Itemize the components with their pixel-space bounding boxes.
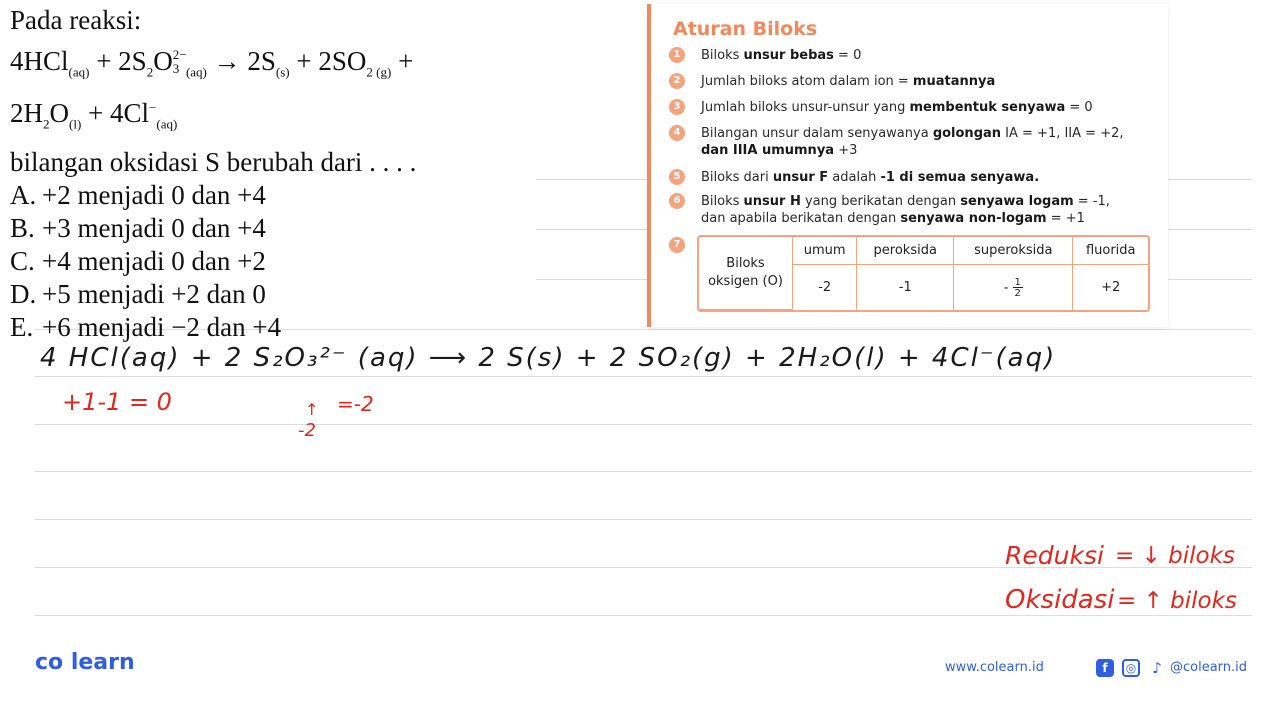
biloks-rules-panel: [647, 4, 1168, 327]
table-cell-fluorida: +2: [1101, 280, 1121, 295]
rule-number-badge: 4: [669, 125, 685, 141]
handwritten-oksidasi: Oksidasi: [1005, 585, 1115, 615]
rule-text: Jumlah biloks atom dalam ion = muatannya: [701, 74, 996, 89]
table-header-umum: umum: [793, 237, 857, 265]
option-b[interactable]: B. +3 menjadi 0 dan +4: [10, 212, 266, 243]
option-c[interactable]: C. +4 menjadi 0 dan +2: [10, 245, 266, 276]
ruled-line: [35, 519, 1252, 520]
table-cell-peroksida: -1: [857, 265, 954, 310]
table-header-superoksida: superoksida: [954, 237, 1073, 265]
social-handle[interactable]: @colearn.id: [1170, 660, 1248, 675]
handwritten-oxygen-charge: =-2: [337, 392, 374, 416]
rule-number-badge: 3: [669, 99, 685, 115]
oxygen-biloks-table: [697, 235, 1150, 312]
table-cell-umum: -2: [793, 265, 857, 310]
ruled-line: [35, 615, 1252, 616]
instagram-icon[interactable]: ◎: [1122, 659, 1140, 677]
option-d[interactable]: D. +5 menjadi +2 dan 0: [10, 278, 266, 309]
rule-number-badge: 5: [669, 169, 685, 185]
handwritten-minus-two: -2: [298, 420, 316, 441]
rule-text: Biloks unsur H yang berikatan dengan senyawa logam = -1, dan apabila berikatan dengan senyawa non-logam = +1: [701, 194, 1110, 226]
facebook-icon[interactable]: f: [1096, 659, 1114, 677]
question-stem: bilangan oksidasi S berubah dari . . . .: [10, 146, 417, 177]
handwritten-oksidasi-rhs: = ↑ biloks: [1117, 588, 1237, 614]
rule-number-badge: 1: [669, 47, 685, 63]
rule-text: Biloks unsur bebas = 0: [701, 48, 862, 63]
handwritten-arrow-up: ↑: [305, 400, 319, 419]
handwritten-reduksi-rhs: = ↓ biloks: [1115, 543, 1235, 569]
half-fraction: $\frac{1}{2}$: [1014, 276, 1021, 299]
question-block: [10, 4, 630, 344]
handwritten-equation: 4 HCl(aq) + 2 S₂O₃²⁻ (aq) ⟶ 2 S(s) + 2 SO₂(g) + 2H₂O(l) + 4Cl⁻(aq): [40, 343, 1057, 373]
rule-number-badge: 2: [669, 73, 685, 89]
rule-text: Jumlah biloks unsur-unsur yang membentuk senyawa = 0: [701, 100, 1093, 115]
colearn-logo: co learn: [35, 650, 135, 675]
table-header-fluorida: fluorida: [1073, 237, 1148, 265]
option-e[interactable]: E. +6 menjadi −2 dan +4: [10, 311, 282, 342]
reaction-equation-line-2: $2H_2O_{(l)} + 4Cl^-_{(aq)}$: [10, 98, 178, 132]
rule-number-badge: 7: [669, 237, 685, 253]
table-cell-superoksida: - $\frac{1}{2}$: [954, 265, 1073, 310]
website-link[interactable]: www.colearn.id: [945, 660, 1044, 675]
ruled-line: [35, 424, 1252, 425]
rule-number-badge: 6: [669, 193, 685, 209]
rule-text: Biloks dari unsur F adalah -1 di semua senyawa.: [701, 170, 1040, 185]
ruled-line: [35, 471, 1252, 472]
reaction-equation-line-1: $4HCl_{(aq)} + 2S_2O$ 2− 3 $_{(aq)} \to 2S_{(s)} + 2SO_{2 (g)}$ +: [10, 46, 414, 80]
handwritten-hcl-note: +1-1 = 0: [62, 388, 172, 416]
ruled-line: [35, 376, 1252, 377]
table-header-peroksida: peroksida: [857, 237, 954, 265]
handwritten-reduksi: Reduksi: [1005, 541, 1104, 570]
table-row-label: Biloks oksigen (O): [699, 237, 793, 310]
option-a[interactable]: A. +2 menjadi 0 dan +4: [10, 179, 266, 210]
rule-text: Bilangan unsur dalam senyawanya golongan IA = +1, IIA = +2, dan IIIA umumnya +3: [701, 126, 1124, 158]
tiktok-icon[interactable]: ♪: [1148, 659, 1166, 677]
question-intro: Pada reaksi:: [10, 5, 142, 35]
panel-title: Aturan Biloks: [673, 18, 818, 40]
